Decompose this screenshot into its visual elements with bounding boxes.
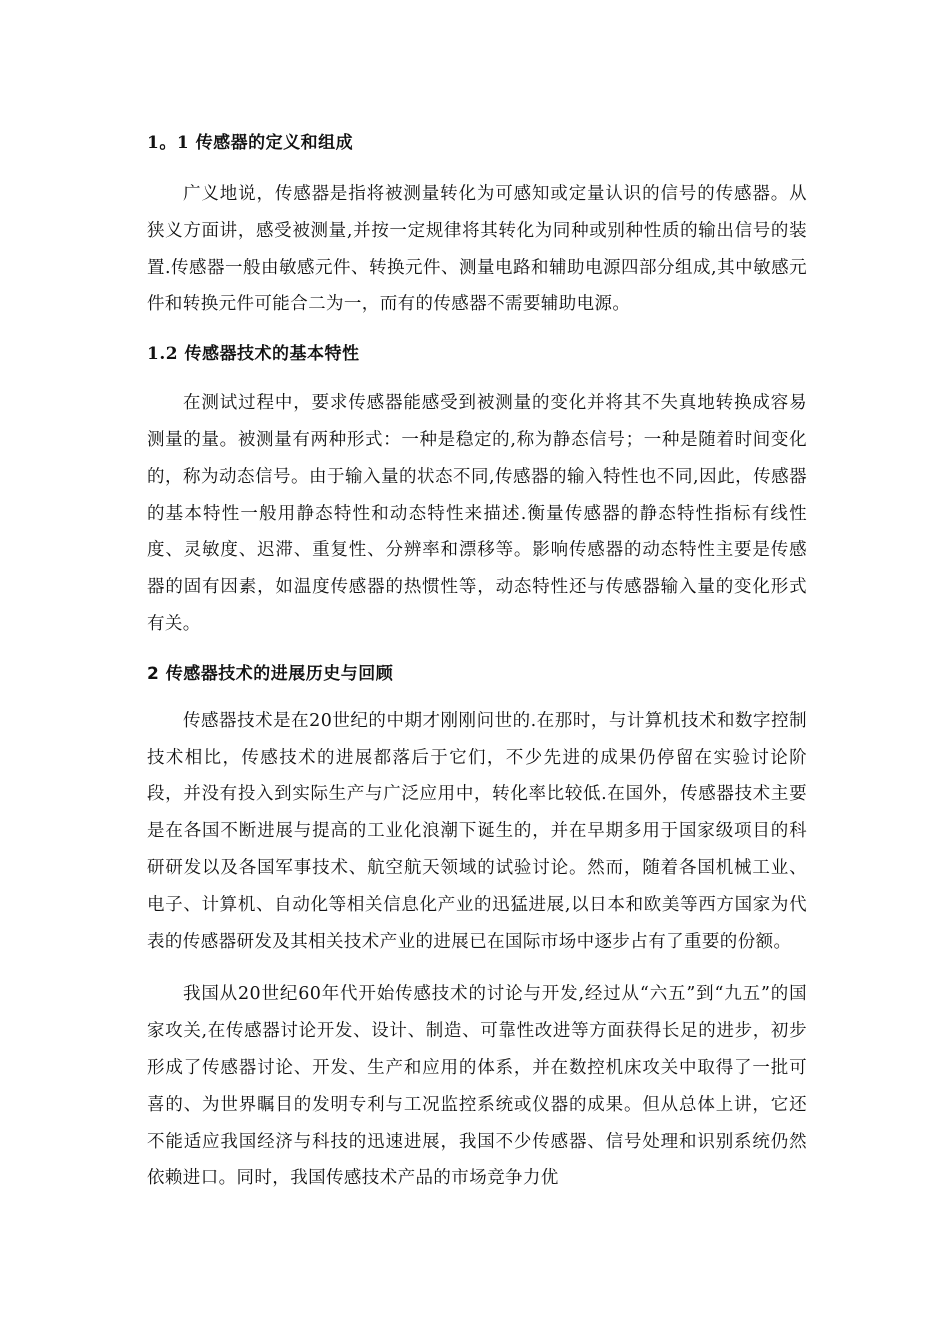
section-heading-2: 2 传感器技术的进展历史与回顾 [147,663,394,684]
paragraph-history-china: 我国从20世纪60年代开始传感技术的讨论与开发,经过从“六五”到“九五”的国家攻关,在传感器讨论开发、设计、制造、可靠性改进等方面获得长足的进步，初步形成了传感器讨论、开发、生产和应用的体系，并在数控机床攻关中取得了一批可喜的、为世界瞩目的发明专利与工况监控系统或仪器的成果。但从总体上讲，它还不能适应我国经济与科技的迅速进展，我国不少传感器、信号处理和识别系统仍然依赖进口。同时，我国传感技术产品的市场竞争力优 [147,984,807,1189]
paragraph-characteristics: 在测试过程中，要求传感器能感受到被测量的变化并将其不失真地转换成容易测量的量。被测量有两种形式：一种是稳定的,称为静态信号；一种是随着时间变化的，称为动态信号。由于输入量的状态不同,传感器的输入特性也不同,因此，传感器的基本特性一般用静态特性和动态特性来描述.衡量传感器的静态特性指标有线性度、灵敏度、迟滞、重复性、分辨率和漂移等。影响传感器的动态特性主要是传感器的固有因素，如温度传感器的热惯性等，动态特性还与传感器输入量的变化形式有关。 [147,393,807,634]
paragraph-history-abroad: 传感器技术是在20世纪的中期才刚刚问世的.在那时，与计算机技术和数字控制技术相比，传感技术的进展都落后于它们，不少先进的成果仍停留在实验讨论阶段，并没有投入到实际生产与广泛应用中，转化率比较低.在国外，传感器技术主要是在各国不断进展与提高的工业化浪潮下诞生的，并在早期多用于国家级项目的科研研发以及各国军事技术、航空航天领域的试验讨论。然而，随着各国机械工业、电子、计算机、自动化等相关信息化产业的迅猛进展,以日本和欧美等西方国家为代表的传感器研发及其相关技术产业的进展已在国际市场中逐步占有了重要的份额。 [147,710,807,952]
section-heading-1-2: 1.2 传感器技术的基本特性 [147,344,360,365]
paragraph-definition: 广义地说，传感器是指将被测量转化为可感知或定量认识的信号的传感器。从狭义方面讲，感受被测量,并按一定规律将其转化为同种或别种性质的输出信号的装置.传感器一般由敏感元件、转换元件、测量电路和辅助电源四部分组成,其中敏感元件和转换元件可能合二为一，而有的传感器不需要辅助电源。 [147,184,807,315]
document-body [147,124,807,1197]
section-heading-1-1: 1。1 传感器的定义和组成 [147,133,354,153]
